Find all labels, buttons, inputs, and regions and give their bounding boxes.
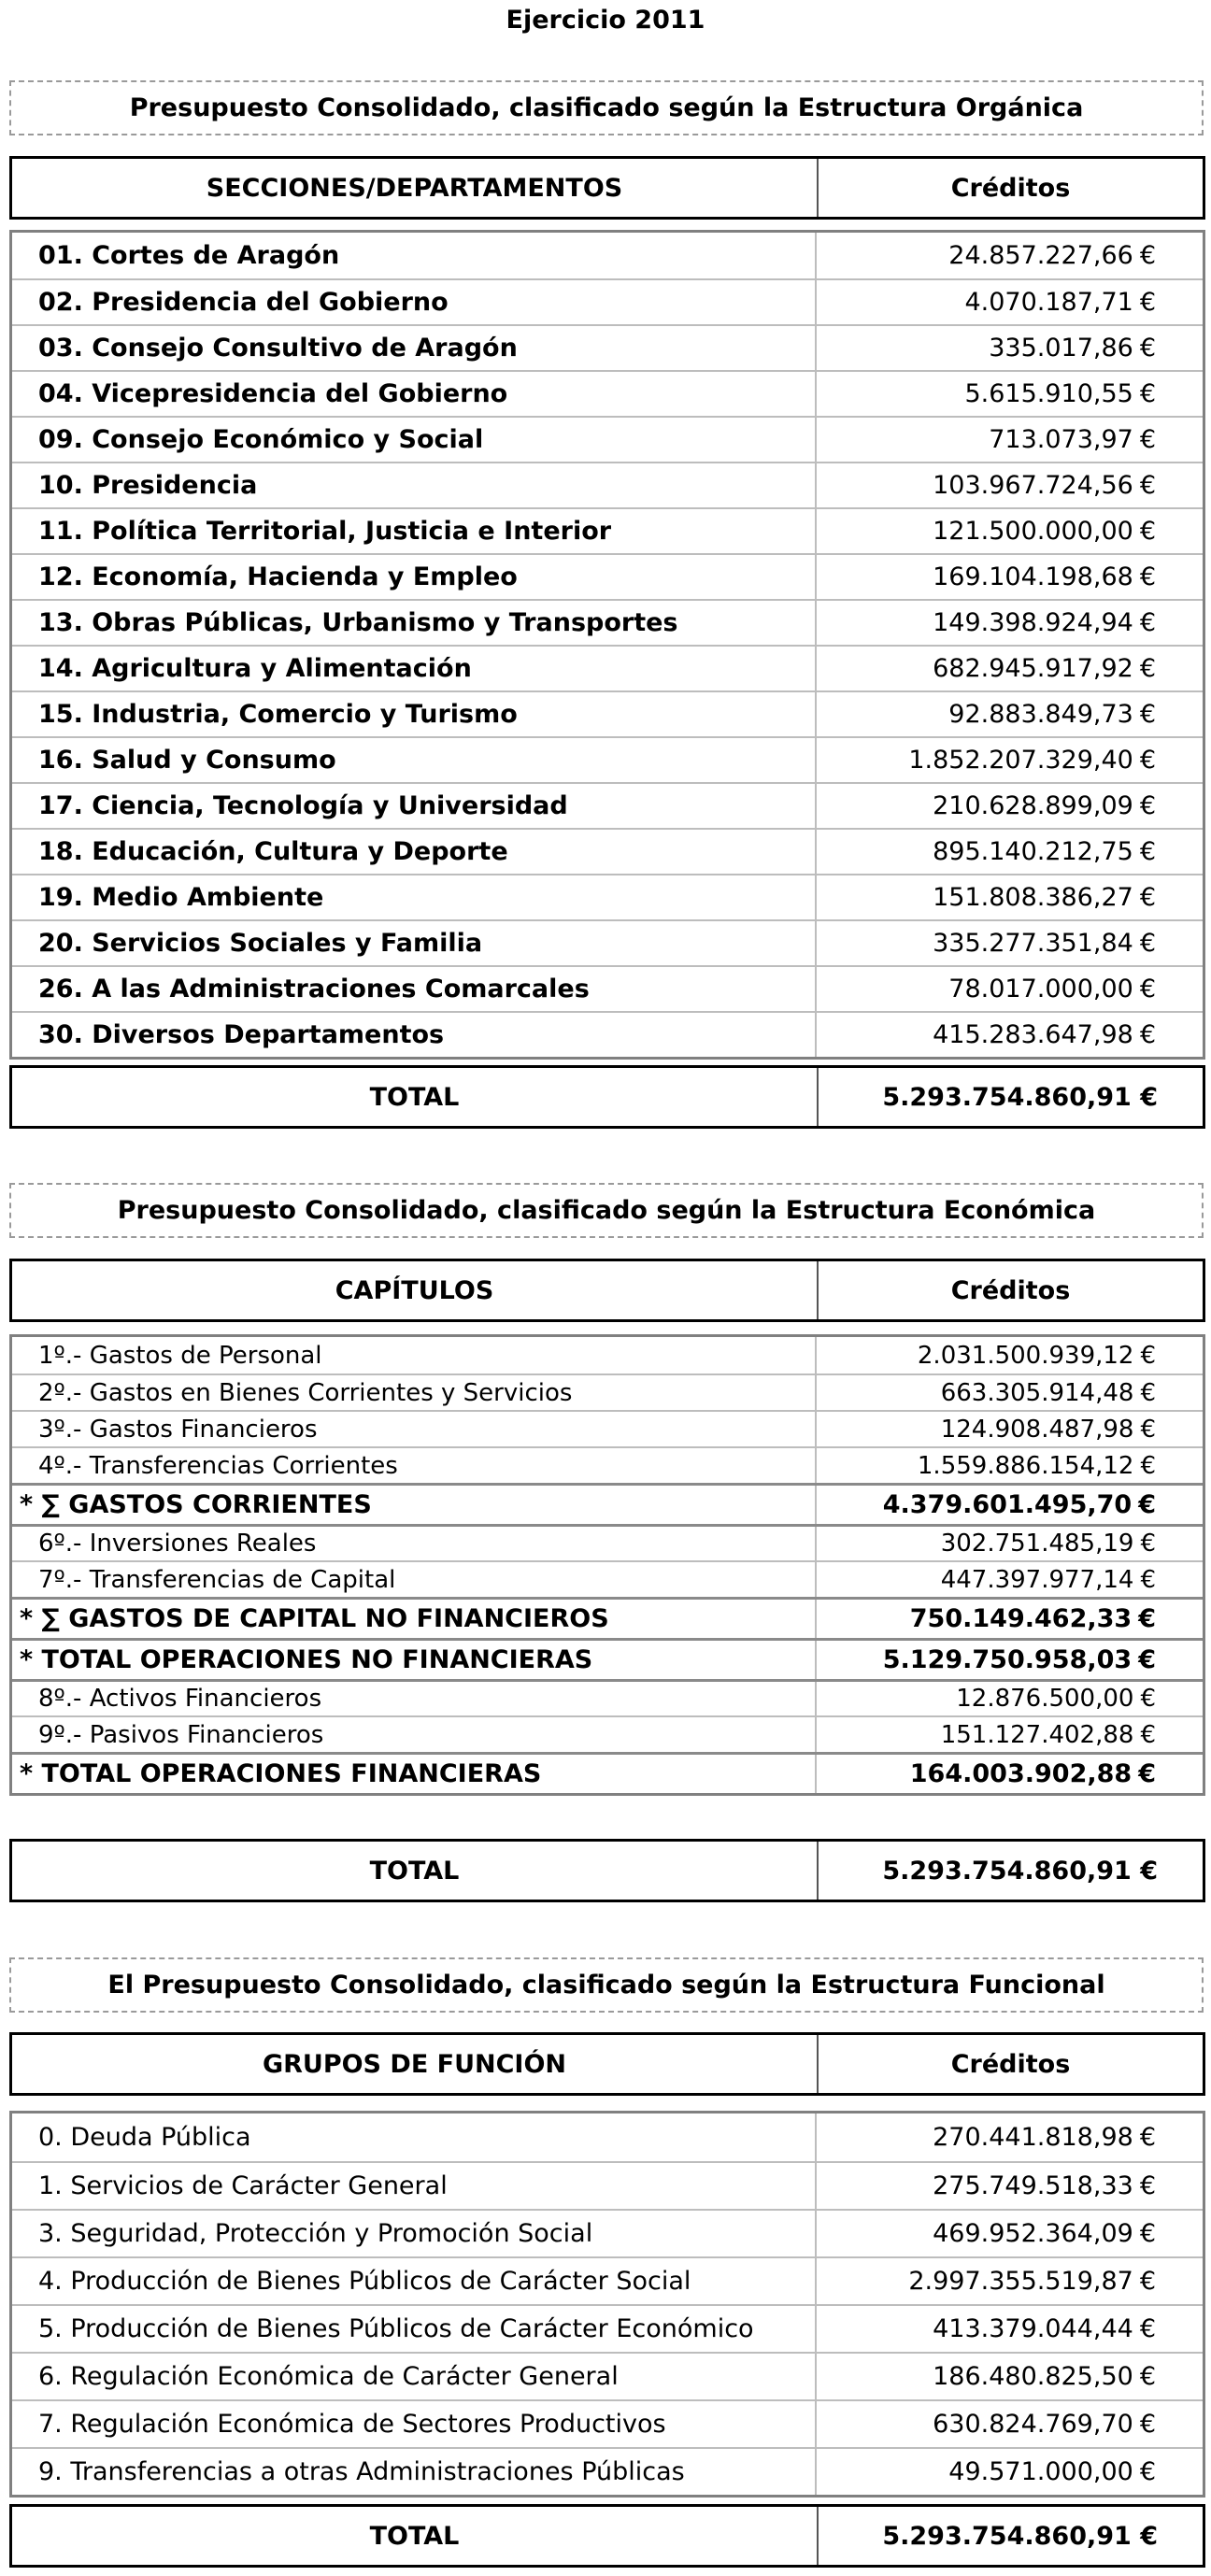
organica-row <box>12 416 1203 462</box>
funcional-row-value: 270.441.818,98 <box>933 2123 1133 2152</box>
funcional-row-label: 9. Transferencias a otras Administraciones Públicas <box>12 2449 817 2495</box>
organica-row <box>12 874 1203 919</box>
economica-row-amount <box>817 1375 1203 1410</box>
organica-total-row <box>9 1065 1205 1129</box>
organica-row-value: 169.104.198,68 <box>933 562 1133 591</box>
euro-sign: € <box>1138 1759 1156 1788</box>
organica-row-value: 895.140.212,75 <box>933 837 1133 866</box>
euro-sign: € <box>1139 2219 1156 2248</box>
economica-total-label: TOTAL <box>12 1842 819 1900</box>
funcional-row-label: 3. Seguridad, Protección y Promoción Social <box>12 2211 817 2256</box>
funcional-row-label: 7. Regulación Económica de Sectores Productivos <box>12 2401 817 2447</box>
funcional-row-value: 186.480.825,50 <box>933 2362 1133 2391</box>
organica-row <box>12 919 1203 965</box>
organica-row-amount <box>817 326 1203 370</box>
economica-row-amount <box>817 1600 1203 1638</box>
economica-row-value: 302.751.485,19 <box>940 1530 1134 1558</box>
economica-row-label: * ∑ GASTOS CORRIENTES <box>12 1486 817 1524</box>
organica-row-value: 335.277.351,84 <box>933 929 1133 958</box>
funcional-header-col1: GRUPOS DE FUNCIÓN <box>12 2035 819 2093</box>
funcional-row-value: 413.379.044,44 <box>933 2314 1133 2343</box>
organica-row-label: 18. Educación, Cultura y Deporte <box>12 830 817 874</box>
economica-row-label: * TOTAL OPERACIONES FINANCIERAS <box>12 1755 817 1793</box>
organica-row-amount <box>817 555 1203 599</box>
organica-row-amount <box>817 1013 1203 1057</box>
organica-row <box>12 736 1203 782</box>
euro-sign: € <box>1140 1341 1156 1370</box>
funcional-row-value: 49.571.000,00 <box>948 2457 1133 2486</box>
economica-subtotal-row <box>12 1597 1203 1638</box>
economica-subtotal-row <box>12 1638 1203 1679</box>
organica-row-label: 15. Industria, Comercio y Turismo <box>12 692 817 736</box>
funcional-row-value: 630.824.769,70 <box>933 2410 1133 2439</box>
funcional-row-amount <box>817 2211 1203 2256</box>
organica-row <box>12 324 1203 370</box>
organica-row <box>12 782 1203 828</box>
organica-row <box>12 233 1203 278</box>
euro-sign: € <box>1139 2171 1156 2200</box>
euro-sign: € <box>1139 1020 1156 1049</box>
economica-row-value: 447.397.977,14 <box>940 1565 1134 1594</box>
organica-row-amount <box>817 830 1203 874</box>
economica-row-amount <box>817 1412 1203 1446</box>
organica-row-label: 12. Economía, Hacienda y Empleo <box>12 555 817 599</box>
organica-table <box>9 230 1205 1060</box>
funcional-row-value: 275.749.518,33 <box>933 2171 1133 2200</box>
economica-row-value: 124.908.487,98 <box>940 1415 1134 1444</box>
organica-row-label: 17. Ciencia, Tecnología y Universidad <box>12 784 817 828</box>
euro-sign: € <box>1139 929 1156 958</box>
euro-sign: € <box>1140 1378 1156 1407</box>
economica-row-label: 9º.- Pasivos Financieros <box>12 1717 817 1752</box>
funcional-row-amount <box>817 2163 1203 2209</box>
funcional-total-row <box>9 2504 1205 2568</box>
funcional-row <box>12 2447 1203 2495</box>
economica-row-value: 5.129.750.958,03 <box>882 1645 1133 1674</box>
organica-row-label: 20. Servicios Sociales y Familia <box>12 921 817 965</box>
organica-header-col1: SECCIONES/DEPARTAMENTOS <box>12 159 819 217</box>
funcional-row <box>12 2209 1203 2256</box>
organica-row <box>12 553 1203 599</box>
economica-row <box>12 1337 1203 1373</box>
euro-sign: € <box>1139 2314 1156 2343</box>
economica-row <box>12 1410 1203 1446</box>
funcional-row-value: 469.952.364,09 <box>933 2219 1133 2248</box>
euro-sign: € <box>1139 746 1156 775</box>
funcional-row <box>12 2256 1203 2304</box>
organica-total-value: 5.293.754.860,91 € <box>882 1082 1158 1112</box>
funcional-row-label: 4. Producción de Bienes Públicos de Carácter Social <box>12 2258 817 2304</box>
euro-sign: € <box>1139 2123 1156 2152</box>
euro-sign: € <box>1139 2362 1156 2391</box>
funcional-row-amount <box>817 2113 1203 2161</box>
euro-sign: € <box>1139 379 1156 408</box>
organica-row-amount <box>817 647 1203 690</box>
economica-row-amount <box>817 1717 1203 1752</box>
organica-row-label: 04. Vicepresidencia del Gobierno <box>12 372 817 416</box>
economica-row-amount <box>817 1486 1203 1524</box>
economica-row-value: 151.127.402,88 <box>940 1720 1134 1749</box>
funcional-row <box>12 2352 1203 2399</box>
economica-total-row <box>9 1839 1205 1902</box>
organica-row-value: 713.073,97 <box>989 425 1133 454</box>
economica-row-amount <box>817 1527 1203 1560</box>
organica-row-label: 30. Diversos Departamentos <box>12 1013 817 1057</box>
economica-header-col1: CAPÍTULOS <box>12 1261 819 1319</box>
economica-row <box>12 1679 1203 1715</box>
organica-row-value: 335.017,86 <box>989 334 1133 363</box>
euro-sign: € <box>1138 1604 1156 1633</box>
organica-row-value: 121.500.000,00 <box>933 517 1133 546</box>
euro-sign: € <box>1139 837 1156 866</box>
economica-row-label: * ∑ GASTOS DE CAPITAL NO FINANCIEROS <box>12 1600 817 1638</box>
economica-subtotal-row <box>12 1752 1203 1793</box>
funcional-row <box>12 2399 1203 2447</box>
euro-sign: € <box>1139 608 1156 637</box>
organica-row-label: 01. Cortes de Aragón <box>12 233 817 278</box>
organica-row-amount <box>817 738 1203 782</box>
organica-row-label: 02. Presidencia del Gobierno <box>12 280 817 324</box>
organica-row-value: 5.615.910,55 <box>964 379 1133 408</box>
organica-row-value: 1.852.207.329,40 <box>908 746 1133 775</box>
euro-sign: € <box>1139 2457 1156 2486</box>
organica-row <box>12 690 1203 736</box>
organica-row <box>12 645 1203 690</box>
economica-row <box>12 1560 1203 1597</box>
economica-row-label: 1º.- Gastos de Personal <box>12 1337 817 1373</box>
organica-header-col2: Créditos <box>950 173 1071 203</box>
euro-sign: € <box>1140 1415 1156 1444</box>
organica-row-value: 682.945.917,92 <box>933 654 1133 683</box>
euro-sign: € <box>1140 1720 1156 1749</box>
funcional-row <box>12 2304 1203 2352</box>
funcional-row-label: 5. Producción de Bienes Públicos de Carácter Económico <box>12 2306 817 2352</box>
economica-subtotal-row <box>12 1483 1203 1524</box>
euro-sign: € <box>1139 700 1156 729</box>
page-title: Ejercicio 2011 <box>506 6 705 35</box>
economica-row <box>12 1446 1203 1483</box>
economica-row-amount <box>817 1337 1203 1373</box>
funcional-header <box>9 2032 1205 2096</box>
economica-header <box>9 1259 1205 1322</box>
euro-sign: € <box>1139 471 1156 500</box>
euro-sign: € <box>1139 425 1156 454</box>
organica-row-value: 92.883.849,73 <box>948 700 1133 729</box>
funcional-caption: El Presupuesto Consolidado, clasificado según la Estructura Funcional <box>9 1957 1204 2013</box>
organica-row-value: 149.398.924,94 <box>933 608 1133 637</box>
organica-row-amount <box>817 233 1203 278</box>
euro-sign: € <box>1138 1490 1156 1519</box>
organica-row <box>12 507 1203 553</box>
euro-sign: € <box>1139 883 1156 912</box>
euro-sign: € <box>1139 791 1156 820</box>
organica-row-label: 26. A las Administraciones Comarcales <box>12 967 817 1011</box>
euro-sign: € <box>1139 241 1156 270</box>
economica-row <box>12 1373 1203 1410</box>
economica-row-amount <box>817 1562 1203 1597</box>
funcional-row-amount <box>817 2401 1203 2447</box>
organica-row-amount <box>817 967 1203 1011</box>
euro-sign: € <box>1139 288 1156 317</box>
organica-row-amount <box>817 372 1203 416</box>
economica-row-value: 164.003.902,88 <box>909 1759 1133 1788</box>
funcional-total-label: TOTAL <box>12 2507 819 2565</box>
organica-row-label: 16. Salud y Consumo <box>12 738 817 782</box>
economica-row-label: 6º.- Inversiones Reales <box>12 1527 817 1560</box>
organica-header <box>9 156 1205 220</box>
organica-row-label: 14. Agricultura y Alimentación <box>12 647 817 690</box>
organica-row-amount <box>817 692 1203 736</box>
organica-row <box>12 965 1203 1011</box>
funcional-row-label: 6. Regulación Económica de Carácter General <box>12 2354 817 2399</box>
funcional-total-value: 5.293.754.860,91 € <box>882 2521 1158 2551</box>
organica-row-amount <box>817 921 1203 965</box>
euro-sign: € <box>1140 1565 1156 1594</box>
euro-sign: € <box>1139 517 1156 546</box>
economica-row-label: 7º.- Transferencias de Capital <box>12 1562 817 1597</box>
organica-row-value: 4.070.187,71 <box>964 288 1133 317</box>
economica-row-amount <box>817 1448 1203 1483</box>
organica-row-amount <box>817 418 1203 462</box>
organica-row <box>12 599 1203 645</box>
funcional-row-amount <box>817 2306 1203 2352</box>
funcional-table <box>9 2111 1205 2498</box>
economica-row-label: 2º.- Gastos en Bienes Corrientes y Servicios <box>12 1375 817 1410</box>
organica-row-label: 03. Consejo Consultivo de Aragón <box>12 326 817 370</box>
organica-row-value: 103.967.724,56 <box>933 471 1133 500</box>
economica-row-value: 4.379.601.495,70 <box>882 1490 1133 1519</box>
economica-row-label: 4º.- Transferencias Corrientes <box>12 1448 817 1483</box>
euro-sign: € <box>1140 1530 1156 1558</box>
funcional-row-amount <box>817 2258 1203 2304</box>
euro-sign: € <box>1139 562 1156 591</box>
organica-row-value: 151.808.386,27 <box>933 883 1133 912</box>
economica-row-amount <box>817 1682 1203 1715</box>
organica-row-label: 09. Consejo Económico y Social <box>12 418 817 462</box>
economica-table <box>9 1334 1205 1796</box>
euro-sign: € <box>1140 1685 1156 1713</box>
organica-row-label: 11. Política Territorial, Justicia e Interior <box>12 509 817 553</box>
economica-row-amount <box>817 1755 1203 1793</box>
organica-row-amount <box>817 280 1203 324</box>
economica-row-amount <box>817 1641 1203 1679</box>
organica-row-value: 78.017.000,00 <box>948 975 1133 1003</box>
economica-row <box>12 1524 1203 1560</box>
euro-sign: € <box>1139 334 1156 363</box>
euro-sign: € <box>1139 975 1156 1003</box>
economica-row <box>12 1715 1203 1752</box>
euro-sign: € <box>1140 1451 1156 1480</box>
organica-total-label: TOTAL <box>12 1068 819 1126</box>
economica-row-value: 1.559.886.154,12 <box>917 1451 1134 1480</box>
funcional-row <box>12 2113 1203 2161</box>
economica-row-value: 663.305.914,48 <box>940 1378 1134 1407</box>
funcional-header-col2: Créditos <box>950 2049 1071 2079</box>
organica-row-label: 19. Medio Ambiente <box>12 875 817 919</box>
organica-row <box>12 828 1203 874</box>
euro-sign: € <box>1139 2267 1156 2296</box>
funcional-row-label: 1. Servicios de Carácter General <box>12 2163 817 2209</box>
organica-row <box>12 370 1203 416</box>
funcional-row-amount <box>817 2449 1203 2495</box>
organica-row-amount <box>817 784 1203 828</box>
organica-caption: Presupuesto Consolidado, clasificado según la Estructura Orgánica <box>9 80 1204 135</box>
organica-row <box>12 462 1203 507</box>
economica-row-label: * TOTAL OPERACIONES NO FINANCIERAS <box>12 1641 817 1679</box>
organica-row <box>12 278 1203 324</box>
economica-total-value: 5.293.754.860,91 € <box>882 1856 1158 1886</box>
economica-row-label: 8º.- Activos Financieros <box>12 1682 817 1715</box>
organica-row-value: 24.857.227,66 <box>948 241 1133 270</box>
organica-row-label: 13. Obras Públicas, Urbanismo y Transportes <box>12 601 817 645</box>
funcional-row-value: 2.997.355.519,87 <box>908 2267 1133 2296</box>
euro-sign: € <box>1139 2410 1156 2439</box>
organica-row-value: 415.283.647,98 <box>933 1020 1133 1049</box>
organica-row-amount <box>817 463 1203 507</box>
funcional-row <box>12 2161 1203 2209</box>
organica-row-amount <box>817 601 1203 645</box>
organica-row-label: 10. Presidencia <box>12 463 817 507</box>
organica-row-amount <box>817 509 1203 553</box>
economica-caption: Presupuesto Consolidado, clasificado según la Estructura Económica <box>9 1183 1204 1238</box>
economica-row-value: 12.876.500,00 <box>956 1685 1134 1713</box>
euro-sign: € <box>1138 1645 1156 1674</box>
economica-row-value: 2.031.500.939,12 <box>917 1341 1134 1370</box>
organica-row-value: 210.628.899,09 <box>933 791 1133 820</box>
organica-row-amount <box>817 875 1203 919</box>
funcional-row-amount <box>817 2354 1203 2399</box>
euro-sign: € <box>1139 654 1156 683</box>
economica-header-col2: Créditos <box>950 1275 1071 1305</box>
funcional-row-label: 0. Deuda Pública <box>12 2113 817 2161</box>
organica-row <box>12 1011 1203 1057</box>
economica-row-value: 750.149.462,33 <box>909 1604 1133 1633</box>
economica-row-label: 3º.- Gastos Financieros <box>12 1412 817 1446</box>
